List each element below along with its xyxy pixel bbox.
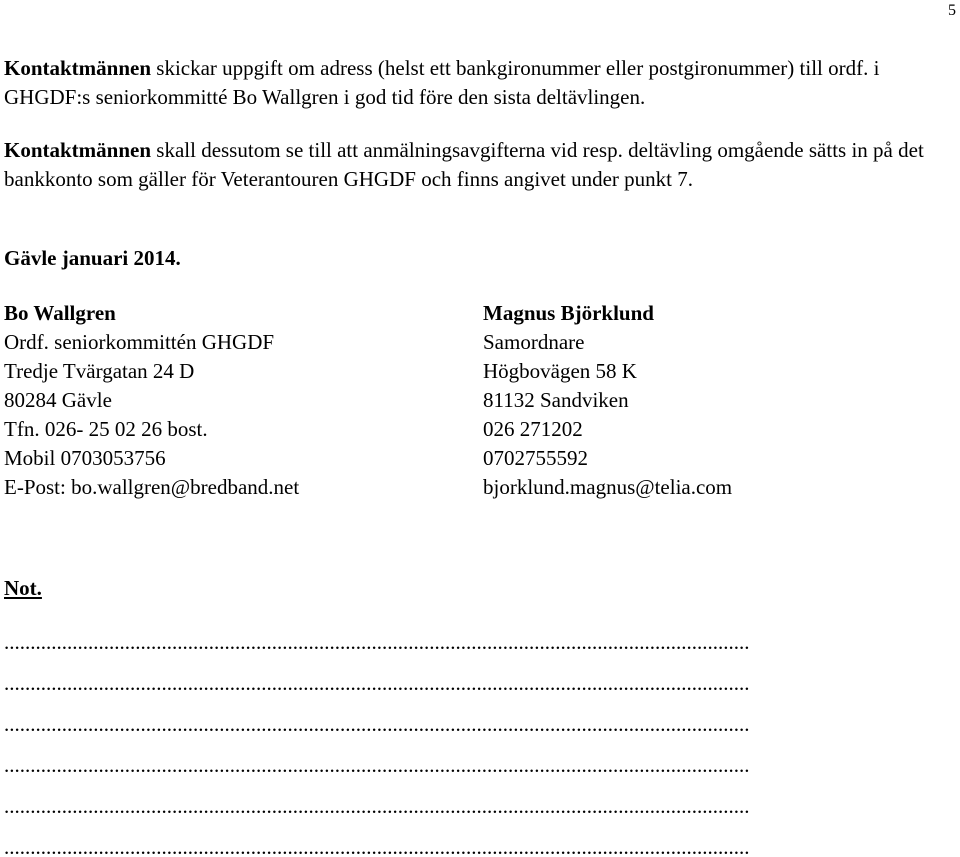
- contact-street: Tredje Tvärgatan 24 D: [4, 359, 195, 383]
- contact-phone: Tfn. 026- 25 02 26 bost.: [4, 417, 208, 441]
- page-number: 5: [948, 2, 956, 19]
- paragraph-lead: Kontaktmännen: [4, 56, 152, 80]
- paragraph-text: skall dessutom se till att anmälningsavgifterna vid resp. deltävling omgående sätts in på det bankkonto som gäller för Veterantouren GHGDF och finns angivet under punkt 7.: [4, 138, 924, 191]
- notes-heading: Not.: [4, 576, 42, 600]
- paragraph-lead: Kontaktmännen: [4, 138, 152, 162]
- contact-mobile: 0702755592: [483, 446, 588, 470]
- contact-block-right: [483, 299, 732, 502]
- contact-name: Bo Wallgren: [4, 301, 116, 325]
- contact-email: bjorklund.magnus@telia.com: [483, 475, 733, 499]
- dateline: Gävle januari 2014.: [4, 246, 181, 270]
- contact-phone: 026 271202: [483, 417, 583, 441]
- paragraph-contact-address: [4, 54, 944, 112]
- note-dotted-line: ..............................................................................................................................................: [4, 796, 750, 816]
- contact-role: Samordnare: [483, 330, 585, 354]
- paragraph-text: skickar uppgift om adress (helst ett bankgironummer eller postgironummer) till ordf. i GHGDF:s seniorkommitté Bo Wallgren i god tid före den sista deltävlingen.: [4, 56, 880, 109]
- note-dotted-line: ..............................................................................................................................................: [4, 755, 750, 775]
- contact-email: E-Post: bo.wallgren@bredband.net: [4, 475, 300, 499]
- paragraph-fees: [4, 136, 944, 194]
- note-dotted-line: ..............................................................................................................................................: [4, 673, 750, 693]
- note-dotted-line: ..............................................................................................................................................: [4, 837, 750, 857]
- contact-block-left: [4, 299, 299, 502]
- note-dotted-line: ..............................................................................................................................................: [4, 714, 750, 734]
- note-dotted-line: ..............................................................................................................................................: [4, 632, 750, 652]
- contact-role: Ordf. seniorkommittén GHGDF: [4, 330, 275, 354]
- contact-postal: 81132 Sandviken: [483, 388, 629, 412]
- contact-mobile: Mobil 0703053756: [4, 446, 166, 470]
- contact-name: Magnus Björklund: [483, 301, 654, 325]
- contact-street: Högbovägen 58 K: [483, 359, 637, 383]
- contact-postal: 80284 Gävle: [4, 388, 112, 412]
